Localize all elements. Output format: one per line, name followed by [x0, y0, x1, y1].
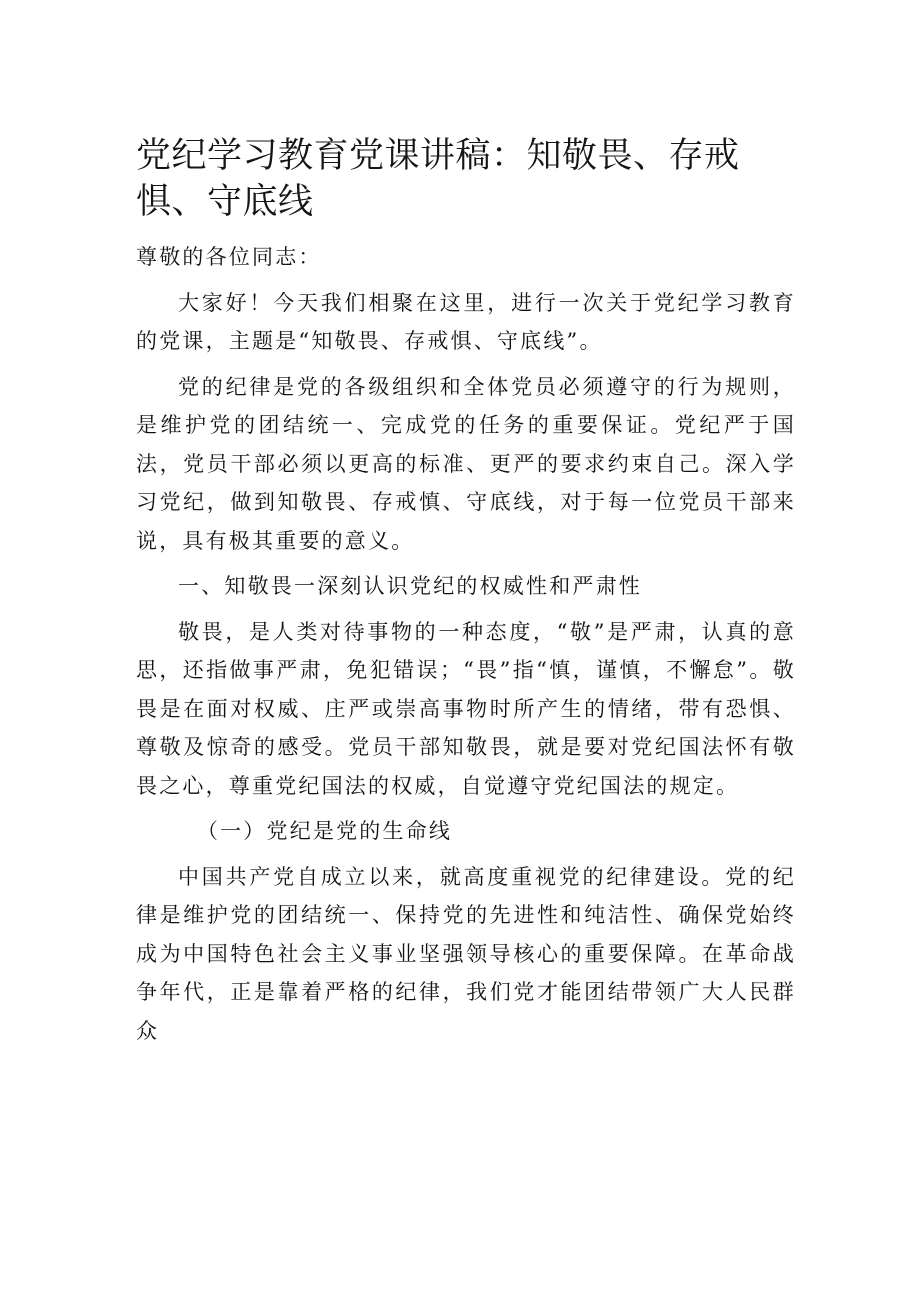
salutation: 尊敬的各位同志：	[136, 245, 322, 269]
document-title: 党纪学习教育党课讲稿：知敬畏、存戒惧、守底线	[136, 136, 740, 222]
document-body	[136, 238, 796, 1057]
section-heading-know-awe: 一、知敬畏一深刻认识党纪的权威性和严肃性	[178, 574, 642, 598]
paragraph-party-discipline: 党的纪律是党的各级组织和全体党员必须遵守的行为规则，是维护党的团结统一、完成党的任务的重要保证。党纪严于国法，党员干部必须以更高的标准、更严的要求约束自己。深入学习党纪，做到知敬畏、存戒慎、守底线，对于每一位党员干部来说，具有极其重要的意义。	[136, 374, 796, 553]
paragraph-awe-definition: 敬畏，是人类对待事物的一种态度，“敬”是严肃，认真的意思，还指做事严肃，免犯错误；“畏”指“慎，谨慎，不懈怠”。敬畏是在面对权威、庄严或崇高事物时所产生的情绪，带有恐惧、尊敬及惊奇的感受。党员干部知敬畏，就是要对党纪国法怀有敬畏之心，尊重党纪国法的权威，自觉遵守党纪国法的规定。	[136, 619, 796, 798]
paragraph-discipline-history: 中国共产党自成立以来，就高度重视党的纪律建设。党的纪律是维护党的团结统一、保持党的先进性和纯洁性、确保党始终成为中国特色社会主义事业坚强领导核心的重要保障。在革命战争年代，正是靠着严格的纪律，我们党才能团结带领广大人民群众	[136, 864, 796, 1043]
paragraph-greeting: 大家好！今天我们相聚在这里，进行一次关于党纪学习教育的党课，主题是“知敬畏、存戒惧、守底线”。	[136, 290, 796, 353]
subsection-heading-lifeline: （一）党纪是党的生命线	[196, 819, 453, 843]
